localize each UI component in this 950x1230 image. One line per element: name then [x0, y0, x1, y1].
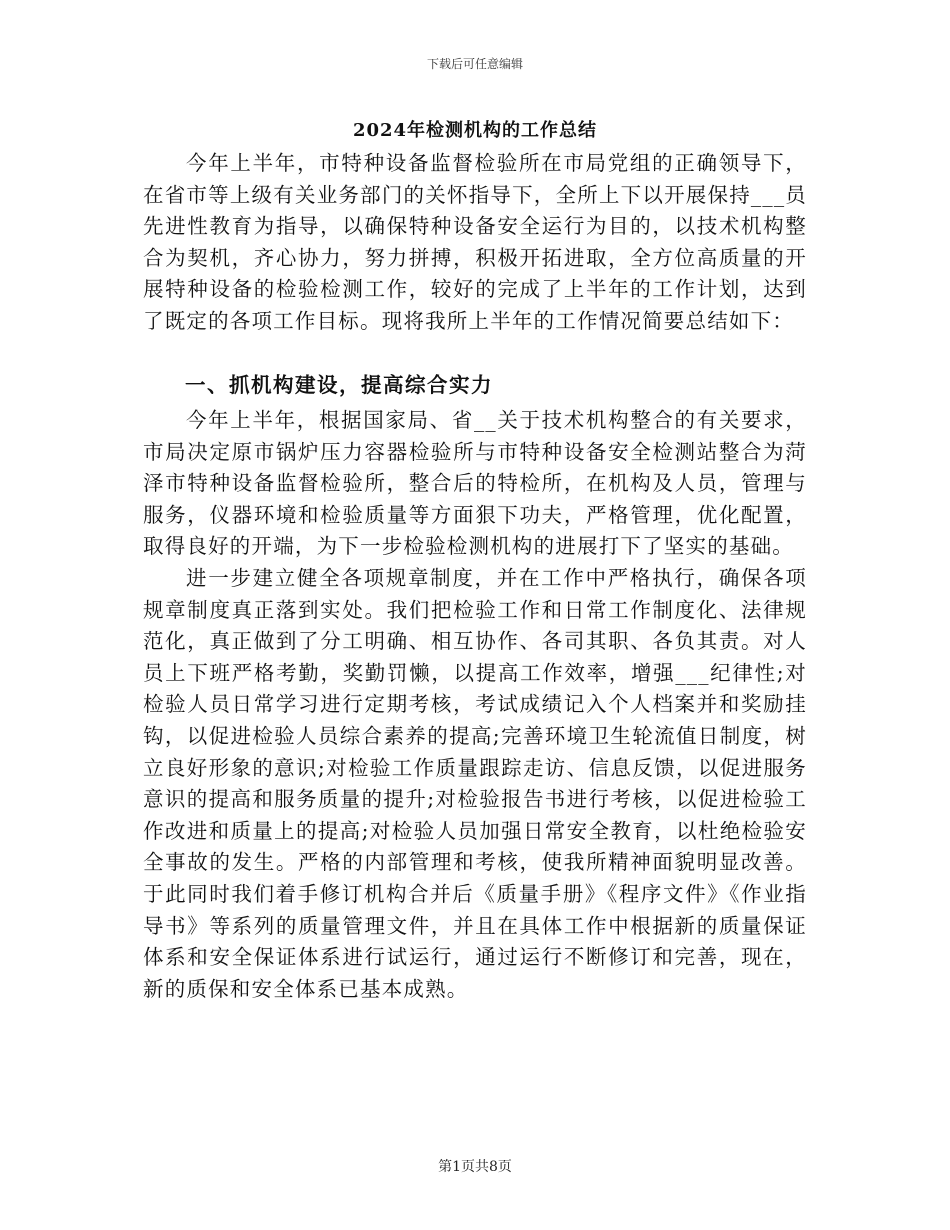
- document-title: 2024年检测机构的工作总结: [352, 120, 598, 141]
- section-paragraph-2: 进一步建立健全各项规章制度，并在工作中严格执行，确保各项规章制度真正落到实处。我们把检验工作和日常工作制度化、法律规范化，真正做到了分工明确、相互协作、各司其职、各负其责。对人员上下班严格考勤，奖勤罚懒，以提高工作效率，增强___纪律性;对检验人员日常学习进行定期考核，考试成绩记入个人档案并和奖励挂钩，以促进检验人员综合素养的提高;完善环境卫生轮流值日制度，树立良好形象的意识;对检验工作质量跟踪走访、信息反馈，以促进服务意识的提高和服务质量的提升;对检验报告书进行考核，以促进检验工作改进和质量上的提高;对检验人员加强日常安全教育，以杜绝检验安全事故的发生。严格的内部管理和考核，使我所精神面貌明显改善。于此同时我们着手修订机构合并后《质量手册》《程序文件》《作业指导书》等系列的质量管理文件，并且在具体工作中根据新的质量保证体系和安全保证体系进行试运行，通过运行不断修订和完善，现在，新的质保和安全体系已基本成熟。: [143, 566, 807, 1001]
- intro-paragraph: 今年上半年，市特种设备监督检验所在市局党组的正确领导下，在省市等上级有关业务部门的关怀指导下，全所上下以开展保持___员先进性教育为指导，以确保特种设备安全运行为目的，以技术机构整合为契机，齐心协力，努力拼搏，积极开拓进取，全方位高质量的开展特种设备的检验检测工作，较好的完成了上半年的工作计划，达到了既定的各项工作目标。现将我所上半年的工作情况简要总结如下：: [143, 151, 807, 333]
- header-note: 下载后可任意编辑: [426, 57, 523, 71]
- section-heading: 一、抓机构建设，提高综合实力: [185, 373, 493, 397]
- section-paragraph-1: 今年上半年，根据国家局、省__关于技术机构整合的有关要求，市局决定原市锅炉压力容器检验所与市特种设备安全检测站整合为菏泽市特种设备监督检验所，整合后的特检所，在机构及人员，管理与服务，仪器环境和检验质量等方面狠下功夫，严格管理，优化配置，取得良好的开端，为下一步检验检测机构的进展打下了坚实的基础。: [143, 408, 807, 559]
- page-footer: 第1页共8页: [438, 1159, 512, 1175]
